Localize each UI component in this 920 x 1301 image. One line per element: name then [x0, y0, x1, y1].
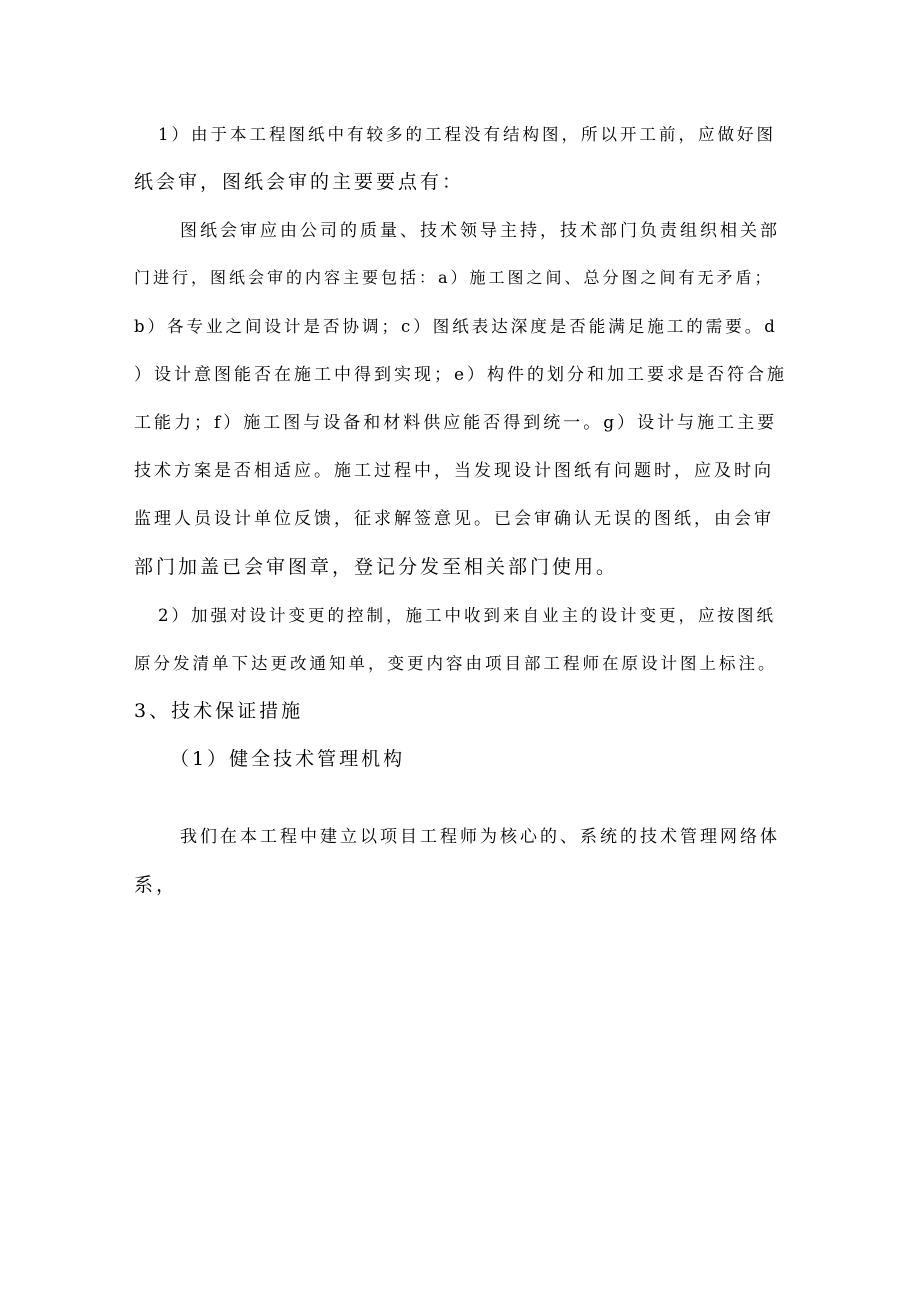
paragraph-2-line-3: b）各专业之间设计是否协调；c）图纸表达深度是否能满足施工的需要。d	[134, 317, 778, 336]
paragraph-4-line-1: 我们在本工程中建立以项目工程师为核心的、系统的技术管理网络体	[180, 827, 780, 847]
paragraph-2-line-8: 部门加盖已会审图章，登记分发至相关部门使用。	[134, 556, 619, 578]
paragraph-2-line-6: 技术方案是否相适应。施工过程中，当发现设计图纸有问题时，应及时向	[134, 461, 774, 481]
subsection-heading: （1）健全技术管理机构	[170, 748, 406, 770]
paragraph-1-line-1: 1）由于本工程图纸中有较多的工程没有结构图，所以开工前，应做好图	[158, 125, 776, 144]
paragraph-3-line-1: 2）加强对设计变更的控制，施工中收到来自业主的设计变更，应按图纸	[158, 606, 776, 625]
paragraph-4-line-2: 系，	[134, 874, 179, 896]
paragraph-2-line-5: 工能力；f）施工图与设备和材料供应能否得到统一。g）设计与施工主要	[134, 413, 778, 433]
paragraph-3-line-2: 原分发清单下达更改通知单，变更内容由项目部工程师在原设计图上标注。	[134, 654, 778, 673]
paragraph-2-line-7: 监理人员设计单位反馈，征求解签意见。已会审确认无误的图纸，由会审	[134, 509, 774, 529]
paragraph-2-line-2: 门进行，图纸会审的内容主要包括：a）施工图之间、总分图之间有无矛盾；	[134, 268, 774, 287]
paragraph-2-line-4: ）设计意图能否在施工中得到实现；e）构件的划分和加工要求是否符合施	[134, 365, 788, 385]
paragraph-1-line-2: 纸会审，图纸会审的主要要点有：	[134, 171, 465, 193]
section-heading: 3、技术保证措施	[134, 700, 304, 722]
paragraph-2-line-1: 图纸会审应由公司的质量、技术领导主持，技术部门负责组织相关部	[180, 221, 780, 241]
